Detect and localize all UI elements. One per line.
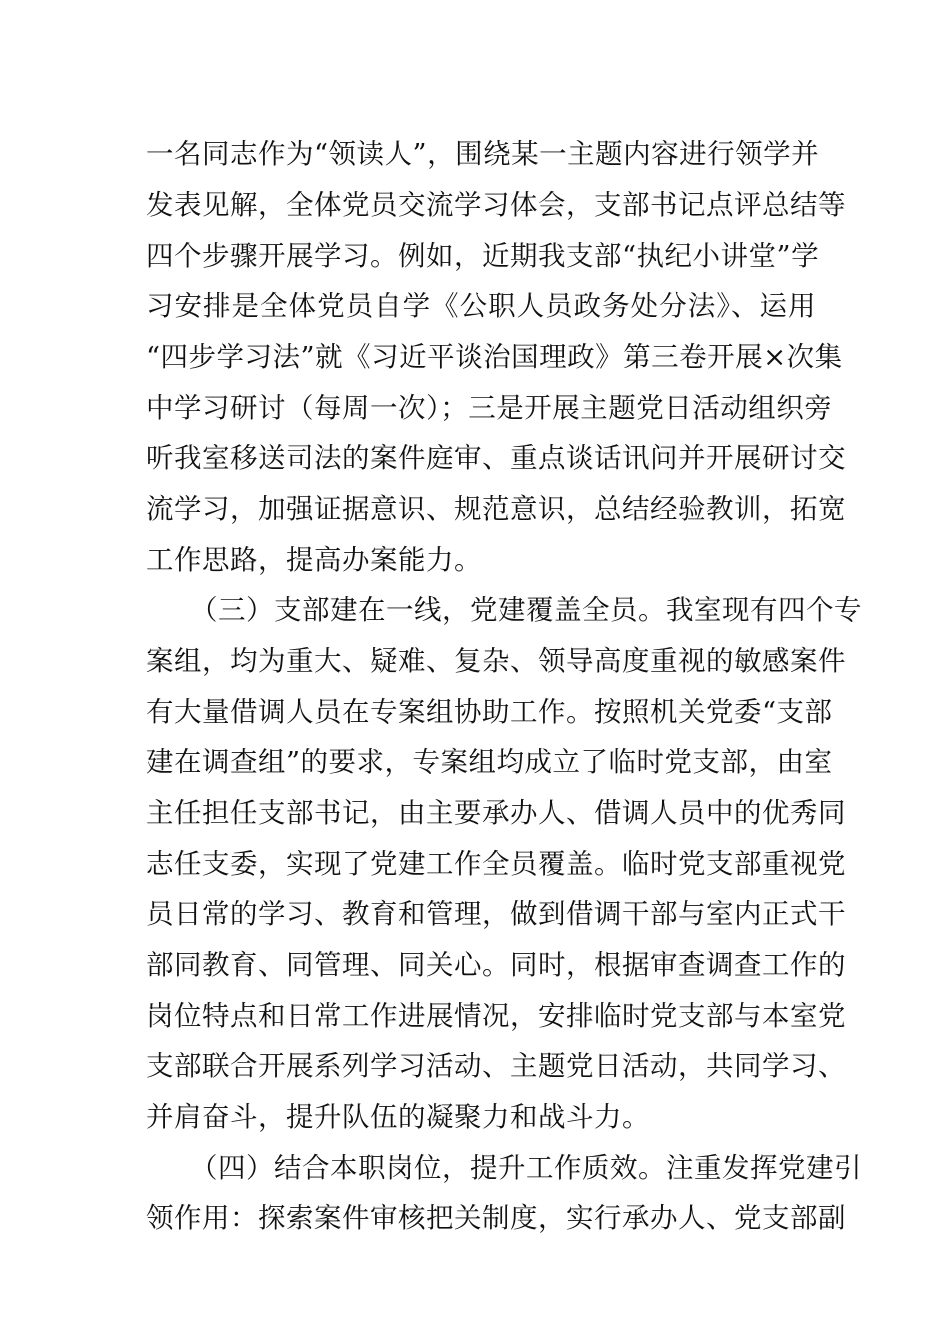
text-line: 有大量借调人员在专案组协助工作。按照机关党委“支部 xyxy=(146,696,833,728)
text-line: 建在调查组”的要求，专案组均成立了临时党支部，由室 xyxy=(146,746,833,778)
text-line: 主任担任支部书记，由主要承办人、借调人员中的优秀同 xyxy=(146,797,846,829)
text-line: 案组，均为重大、疑难、复杂、领导高度重视的敏感案件 xyxy=(146,645,846,677)
text-line: 流学习，加强证据意识、规范意识，总结经验教训，拓宽 xyxy=(146,493,846,525)
text-line: 支部联合开展系列学习活动、主题党日活动，共同学习、 xyxy=(146,1050,846,1082)
text-line: 发表见解，全体党员交流学习体会，支部书记点评总结等 xyxy=(146,189,846,221)
text-line: 习安排是全体党员自学《公职人员政务处分法》、运用 xyxy=(146,290,816,322)
text-line: 听我室移送司法的案件庭审、重点谈话讯问并开展研讨交 xyxy=(146,442,846,474)
text-line: 岗位特点和日常工作进展情况，安排临时党支部与本室党 xyxy=(146,1000,846,1032)
text-line: 中学习研讨（每周一次）；三是开展主题党日活动组织旁 xyxy=(146,392,833,424)
text-line: 志任支委，实现了党建工作全员覆盖。临时党支部重视党 xyxy=(146,848,846,880)
text-line: 领作用：探索案件审核把关制度，实行承办人、党支部副 xyxy=(146,1202,846,1234)
text-line: “四步学习法”就《习近平谈治国理政》第三卷开展×次集 xyxy=(146,341,843,373)
paragraph-end-line: 并肩奋斗，提升队伍的凝聚力和战斗力。 xyxy=(146,1101,650,1133)
paragraph-start-line: （四）结合本职岗位，提升工作质效。注重发挥党建引 xyxy=(190,1152,862,1184)
paragraph-start-line: （三）支部建在一线，党建覆盖全员。我室现有四个专 xyxy=(190,594,862,626)
text-line: 部同教育、同管理、同关心。同时，根据审查调查工作的 xyxy=(146,949,846,981)
text-line: 员日常的学习、教育和管理，做到借调干部与室内正式干 xyxy=(146,898,846,930)
text-line: 一名同志作为“领读人”，围绕某一主题内容进行领学并 xyxy=(146,138,820,170)
text-line: 四个步骤开展学习。例如，近期我支部“执纪小讲堂”学 xyxy=(146,240,820,272)
paragraph-end-line: 工作思路，提高办案能力。 xyxy=(146,544,482,576)
